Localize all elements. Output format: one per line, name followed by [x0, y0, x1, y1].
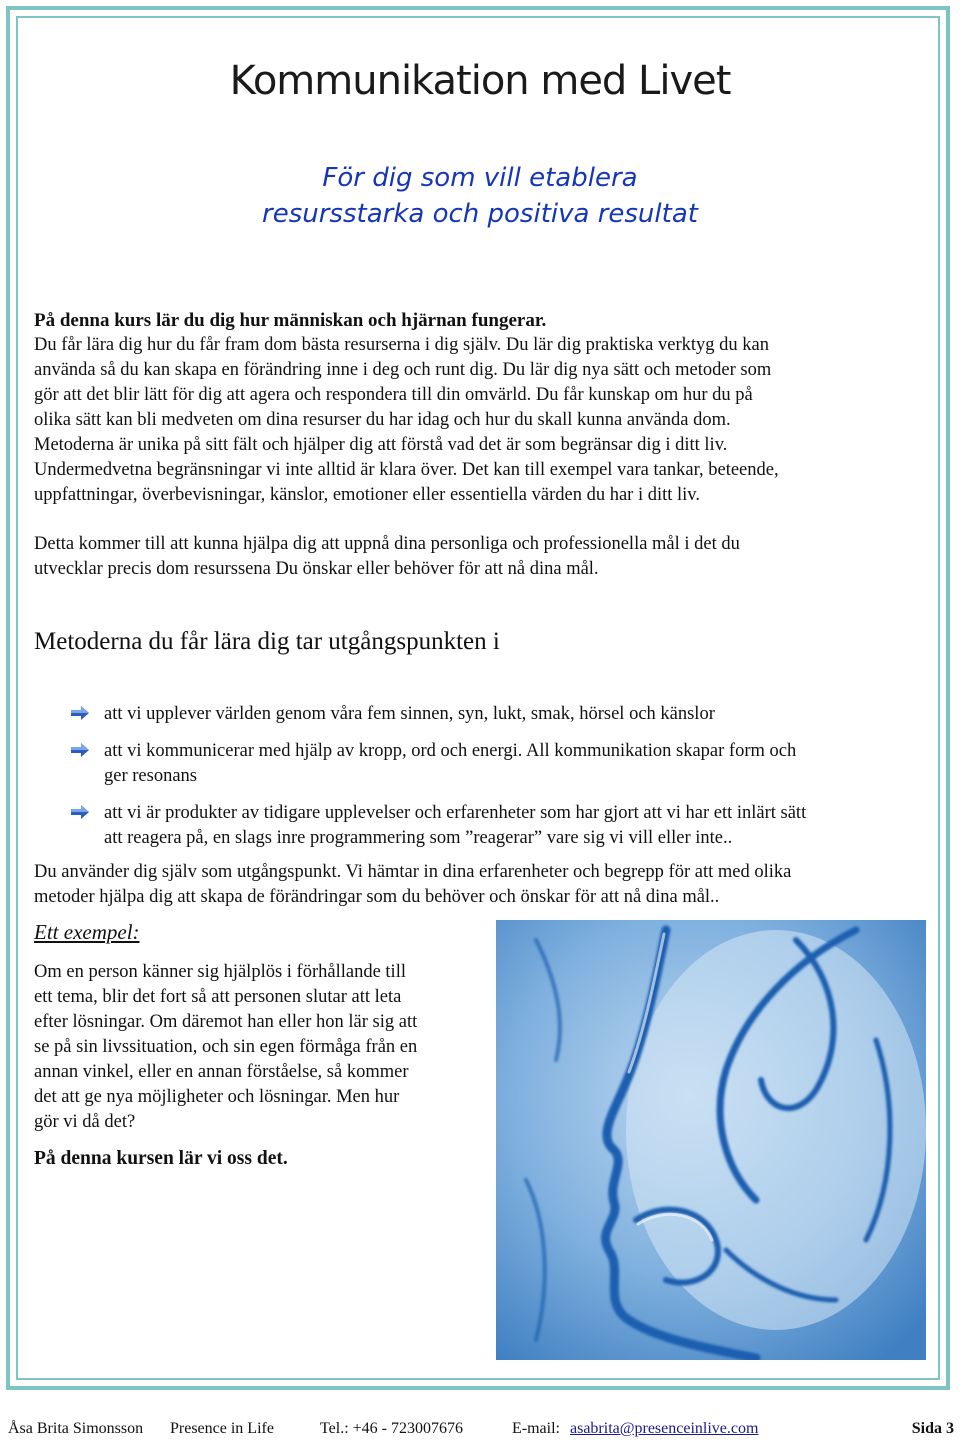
example-line: Om en person känner sig hjälplös i förhållande till [34, 962, 406, 982]
goals-paragraph [34, 532, 914, 582]
page-title: Kommunikation med Livet [229, 58, 731, 104]
footer-phone: Tel.: +46 - 723007676 [320, 1420, 463, 1437]
bullet-text-line: att vi är produkter av tidigare upplevelser och erfarenheter som har gjort att vi har ett inlärt sätt [104, 803, 807, 823]
email-link[interactable]: asabrita@presenceinlive.com [570, 1420, 759, 1437]
page-footer [8, 1417, 954, 1441]
footer-email-link[interactable] [570, 1417, 758, 1441]
example-line: gör vi då det? [34, 1112, 136, 1132]
intro-line: Du får lära dig hur du får fram dom bästa resurserna i dig själv. Du lär dig praktiska verktyg du kan [34, 335, 769, 355]
bullet-text-line: att vi upplever världen genom våra fem sinnen, syn, lukt, smak, hörsel och känslor [104, 704, 715, 724]
methods-bullet-item [70, 702, 930, 727]
example-line: annan vinkel, eller en annan förståelse, så kommer [34, 1062, 409, 1082]
subtitle-line-1: För dig som vill etablera [322, 163, 638, 193]
approach-line: Du använder dig själv som utgångspunkt. Vi hämtar in dina erfarenheter och begrepp för att med olika [34, 862, 792, 882]
goals-line: Detta kommer till att kunna hjälpa dig att uppnå dina personliga och professionella mål i det du [34, 534, 740, 554]
intro-line: gör att det blir lätt för dig att agera och respondera till din omvärld. Du får kunskap om hur du på [34, 385, 753, 405]
intro-line: använda så du kan skapa en förändring inne i deg och runt dig. Du lär dig nya sätt och metoder som [34, 360, 772, 380]
intro-line: Undermedvetna begränsningar vi inte alltid är klara över. Det kan till exempel vara tankar, beteende, [34, 460, 779, 480]
example-line: se på sin livssituation, och sin egen förmåga från en [34, 1037, 418, 1057]
methods-bullet-item [70, 739, 930, 789]
arrow-bullet-icon [70, 805, 90, 819]
intro-line: Metoderna är unika på sitt fält och hjälper dig att förstå vad det är som begränsar dig i ditt liv. [34, 435, 728, 455]
bullet-text-line: ger resonans [104, 766, 197, 786]
example-line: efter lösningar. Om däremot han eller hon lär sig att [34, 1012, 418, 1032]
intro-paragraph [34, 308, 914, 508]
goals-line: utvecklar precis dom resurssena Du önskar eller behöver för att nå dina mål. [34, 559, 599, 579]
intro-bold-line: På denna kurs lär du dig hur människan och hjärnan fungerar. [34, 310, 547, 331]
footer-email-label: E-mail: [512, 1420, 560, 1437]
example-closing: På denna kursen lär vi oss det. [34, 1148, 288, 1169]
bullet-text-line: att vi kommunicerar med hjälp av kropp, ord och energi. All kommunikation skapar form och [104, 741, 797, 761]
footer-author: Åsa Brita Simonsson [8, 1420, 144, 1437]
face-profile-illustration [496, 920, 926, 1360]
example-line: det att ge nya möjligheter och lösningar. Men hur [34, 1087, 400, 1107]
approach-line: metoder hjälpa dig att skapa de förändringar som du behöver och önskar för att nå dina mål.. [34, 887, 720, 907]
footer-page-number: Sida 3 [911, 1420, 954, 1437]
bullet-text-line: att reagera på, en slags inre programmering som ”reagerar” vare sig vi vill eller inte.. [104, 828, 733, 848]
intro-line: uppfattningar, överbevisningar, känslor, emotioner eller essentiella värden du har i ditt liv. [34, 485, 700, 505]
example-line: ett tema, blir det fort så att personen slutar att leta [34, 987, 402, 1007]
example-heading: Ett exempel: [34, 920, 140, 944]
example-paragraph [34, 960, 489, 1135]
methods-heading: Metoderna du får lära dig tar utgångspunkten i [34, 628, 500, 655]
subtitle-line-2: resursstarka och positiva resultat [262, 199, 698, 229]
arrow-bullet-icon [70, 706, 90, 720]
page-subtitle [0, 160, 960, 232]
footer-company: Presence in Life [170, 1420, 274, 1437]
methods-bullet-item [70, 801, 930, 851]
approach-paragraph [34, 860, 914, 910]
arrow-bullet-icon [70, 743, 90, 757]
intro-line: olika sätt kan bli medveten om dina resurser du har idag och hur du skall kunna använda dom. [34, 410, 731, 430]
methods-bullet-list [70, 702, 930, 851]
